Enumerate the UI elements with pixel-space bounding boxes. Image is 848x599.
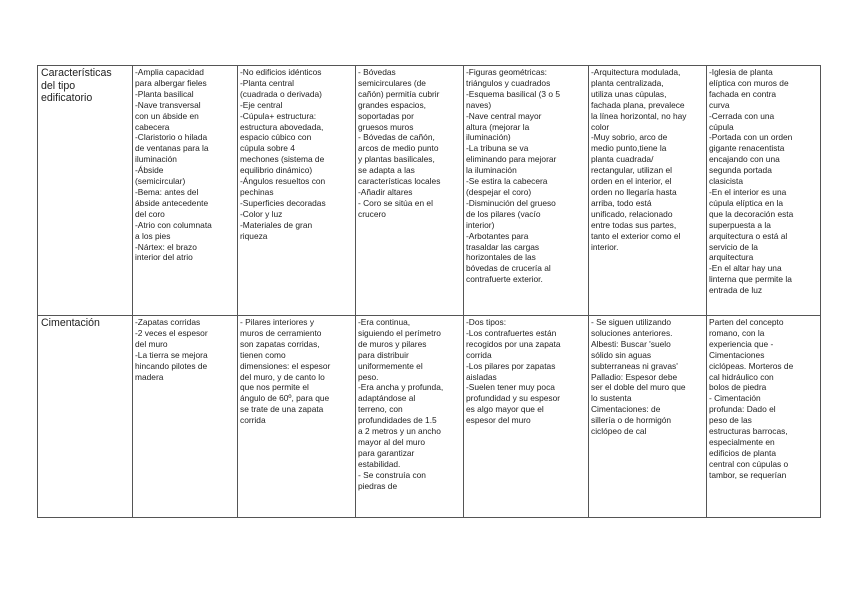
cell-text-line: -Superficies decoradas [240, 197, 326, 208]
cell-text-line: (semicircular) [135, 176, 186, 187]
cell-text-line: curva [709, 99, 730, 110]
row-header-line: edificatorio [41, 92, 93, 104]
cell-text-line: crucero [358, 208, 386, 219]
cell-text-line: cúpula elíptica en la [709, 197, 784, 208]
cell-text-line: equilibrio dinámico) [240, 165, 313, 176]
cell-text-line: peso de las [709, 415, 752, 426]
cell-text-line: -Nártex: el brazo [135, 241, 197, 252]
cell-text-line: profundidades de 1.5 [358, 415, 437, 426]
cell-text-line: -Planta central [240, 77, 294, 88]
cell-text-line: aisladas [466, 371, 497, 382]
cell-text-line: interior del atrio [135, 252, 193, 263]
cell-text-line: bolos de piedra [709, 382, 767, 393]
cell-text-line: a 2 metros y un ancho [358, 426, 441, 437]
cell-text-line: entre todas sus partes, [591, 219, 677, 230]
cell-text-line: son zapatas corridas, [240, 338, 320, 349]
cell-text-line: ángulo de 60º, para que [240, 393, 330, 404]
cell-text-line: -2 veces el espesor [135, 327, 208, 338]
cell-text-line: - Se siguen utilizando [591, 317, 672, 327]
cell-text-line: tienen como [240, 349, 286, 360]
cell-text-line: estabilidad. [358, 458, 401, 469]
cell-text-line: fachada plana, prevalece [591, 99, 685, 110]
cell-text-line: del coro [135, 208, 165, 219]
cell-text-line: -Añadir altares [358, 186, 413, 197]
cell-text-line: que la decoración esta [709, 208, 794, 219]
cell-text-line: espesor del muro [466, 415, 531, 426]
cell-text-line: -Iglesia de planta [709, 67, 773, 77]
cell-text-line: lo sustenta [591, 393, 632, 404]
cell-text-line: -Bema: antes del [135, 186, 199, 197]
cell-text-line: altura (mejorar la [466, 121, 530, 132]
table-cell [464, 316, 589, 518]
table-cell [589, 66, 707, 316]
cell-text-line: uniformemente el [358, 360, 423, 371]
cell-text-line: gruesos muros [358, 121, 414, 132]
cell-text-line: Cimentaciones [709, 349, 765, 360]
row-header [38, 316, 133, 518]
cell-text-line: -No edificios idénticos [240, 67, 322, 77]
cell-text-line: corrida [466, 349, 492, 360]
cell-text-line: -Cúpula+ estructura: [240, 110, 317, 121]
cell-text-line: arriba, todo está [591, 197, 652, 208]
cell-text-line: -Claristorio o hilada [135, 132, 208, 143]
cell-text-line: cabecera [135, 121, 170, 132]
cell-text-line: muros de cerramiento [240, 327, 322, 338]
cell-text-line: servicio de la [709, 241, 758, 252]
cell-text-line: -Ángulos resueltos con [240, 176, 326, 187]
cell-text-line: orden en el interior, el [591, 176, 672, 187]
cell-text-line: que nos permite el [240, 382, 309, 393]
cell-text-line: - Se construía con [358, 469, 426, 480]
cell-text-line: -Nave transversal [135, 99, 201, 110]
cell-text-line: soluciones anteriores. [591, 327, 673, 338]
cell-text-line: grandes espacios, [358, 99, 426, 110]
table-cell [589, 316, 707, 518]
cell-text-line: triángulos y cuadrados [466, 77, 551, 88]
cell-text-line: espacio cúbico con [240, 132, 312, 143]
table-cell [464, 66, 589, 316]
cell-text-line: especialmente en [709, 436, 775, 447]
cell-text-line: arcos de medio punto [358, 143, 439, 154]
cell-text-line: rectangular, utilizan el [591, 165, 673, 176]
row-header [38, 66, 133, 316]
cell-text-line: cúpula sobre 4 [240, 143, 295, 154]
cell-text-line: se trate de una zapata [240, 404, 324, 415]
table-cell [238, 66, 356, 316]
cell-text-line: -Planta basilical [135, 88, 194, 99]
row-header-line: Características [41, 67, 112, 79]
cell-text-line: entrada de luz [709, 285, 763, 296]
cell-text-line: para albergar fieles [135, 77, 207, 88]
cell-text-line: -Los contrafuertes están [466, 327, 557, 338]
cell-text-line: -La tribuna se va [466, 143, 529, 154]
cell-text-line: -La tierra se mejora [135, 349, 208, 360]
cell-text-line: -Esquema basilical (3 o 5 [466, 88, 561, 99]
table-cell [707, 316, 821, 518]
table-cell [356, 316, 464, 518]
table-cell [238, 316, 356, 518]
cell-text-line: ciclópeas. Morteros de [709, 360, 794, 371]
cell-text-line: -Arbotantes para [466, 230, 529, 241]
cell-text-line: para distribuir [358, 349, 409, 360]
cell-text-line: iluminación) [466, 132, 511, 143]
cell-text-line: profunda: Dado el [709, 404, 776, 415]
cell-text-line: - Coro se sitúa en el [358, 197, 433, 208]
cell-text-line: central con cúpulas o [709, 458, 789, 469]
cell-text-line: - Bóvedas de cañón, [358, 132, 435, 143]
cell-text-line: edificios de planta [709, 447, 777, 458]
cell-text-line: trasaldar las cargas [466, 241, 540, 252]
cell-text-line: gigante renacentista [709, 143, 785, 154]
cell-text-line: -Zapatas corridas [135, 317, 201, 327]
cell-text-line: (cuadrada o derivada) [240, 88, 322, 99]
row-header-line: Cimentación [41, 317, 100, 329]
cell-text-line: cal hidráulico con [709, 371, 774, 382]
table-cell [707, 66, 821, 316]
cell-text-line: piedras de [358, 480, 398, 491]
cell-text-line: experiencia que - [709, 338, 774, 349]
cell-text-line: -Eje central [240, 99, 283, 110]
cell-text-line: pechinas [240, 186, 274, 197]
cell-text-line: -Arquitectura modulada, [591, 67, 681, 77]
cell-text-line: planta centralizada, [591, 77, 664, 88]
cell-text-line: arquitectura [709, 252, 754, 263]
cell-text-line: la iluminación [466, 165, 517, 176]
cell-text-line: -En el altar hay una [709, 263, 782, 274]
cell-text-line: contrafuerte exterior. [466, 274, 543, 285]
cell-text-line: -Suelen tener muy poca [466, 382, 555, 393]
cell-text-line: de los pilares (vacío [466, 208, 541, 219]
cell-text-line: peso. [358, 371, 379, 382]
cell-text-line: romano, con la [709, 327, 765, 338]
cell-text-line: superpuesta a la [709, 219, 771, 230]
cell-text-line: -Era ancha y profunda, [358, 382, 444, 393]
table-cell [356, 66, 464, 316]
cell-text-line: Cimentaciones: de [591, 404, 661, 415]
cell-text-line: planta cuadrada/ [591, 154, 654, 165]
cell-text-line: -Era continua, [358, 317, 411, 327]
cell-text-line: profundidad y su espesor [466, 393, 561, 404]
cell-text-line: semicirculares (de [358, 77, 426, 88]
cell-text-line: con un ábside en [135, 110, 199, 121]
cell-text-line: encajando con una [709, 154, 780, 165]
comparison-table [37, 65, 821, 518]
cell-text-line: estructura abovedada, [240, 121, 324, 132]
cell-text-line: ser el doble del muro que [591, 382, 686, 393]
cell-text-line: características locales [358, 176, 441, 187]
cell-text-line: -Portada con un orden [709, 132, 793, 143]
cell-text-line: -Se estira la cabecera [466, 176, 548, 187]
cell-text-line: naves) [466, 99, 492, 110]
cell-text-line: elíptica con muros de [709, 77, 789, 88]
cell-text-line: subterraneas ni gravas' [591, 360, 678, 371]
cell-text-line: de ventanas para la [135, 143, 209, 154]
cell-text-line: Palladio: Espesor debe [591, 371, 678, 382]
row-header-line: del tipo [41, 79, 76, 92]
cell-text-line: tambor, se requerían [709, 469, 787, 480]
cell-text-line: segunda portada [709, 165, 772, 176]
cell-text-line: clasicista [709, 176, 743, 187]
cell-text-line: ciclópeo de cal [591, 426, 647, 437]
cell-text-line: horizontales de las [466, 252, 536, 263]
cell-text-line: adaptándose al [358, 393, 416, 404]
cell-text-line: Albesti: Buscar 'suelo [591, 338, 671, 349]
cell-text-line: medio punto,tiene la [591, 143, 667, 154]
cell-text-line: del muro, y de canto lo [240, 371, 325, 382]
cell-text-line: y plantas basilicales, [358, 154, 435, 165]
table-cell [133, 316, 238, 518]
cell-text-line: - Cimentación [709, 393, 761, 404]
cell-text-line: - Pilares interiores y [240, 317, 315, 327]
cell-text-line: -Atrio con columnata [135, 219, 212, 230]
cell-text-line: color [591, 121, 610, 132]
cell-text-line: mayor al del muro [358, 436, 426, 447]
cell-text-line: se adapta a las [358, 165, 415, 176]
cell-text-line: fachada en contra [709, 88, 777, 99]
cell-text-line: cañón) permitía cubrir [358, 88, 440, 99]
cell-text-line: ábside antecedente [135, 197, 209, 208]
cell-text-line: -Nave central mayor [466, 110, 542, 121]
cell-text-line: linterna que permite la [709, 274, 792, 285]
cell-text-line: -Figuras geométricas: [466, 67, 547, 77]
cell-text-line: interior. [591, 241, 619, 252]
cell-text-line: utiliza unas cúpulas, [591, 88, 667, 99]
cell-text-line: -Color y luz [240, 208, 283, 219]
cell-text-line: terreno, con [358, 404, 403, 415]
cell-text-line: arquitectura o está al [709, 230, 788, 241]
table-cell [133, 66, 238, 316]
cell-text-line: -Dos tipos: [466, 317, 507, 327]
cell-text-line: -Ábside [135, 165, 164, 176]
cell-text-line: -Muy sobrio, arco de [591, 132, 668, 143]
cell-text-line: es algo mayor que el [466, 404, 544, 415]
cell-text-line: a los pies [135, 230, 171, 241]
cell-text-line: -Amplia capacidad [135, 67, 204, 77]
cell-text-line: (despejar el coro) [466, 186, 532, 197]
cell-text-line: sólido sin aguas [591, 349, 652, 360]
cell-text-line: cúpula [709, 121, 734, 132]
cell-text-line: de muros y pilares [358, 338, 427, 349]
cell-text-line: corrida [240, 415, 266, 426]
cell-text-line: -Cerrada con una [709, 110, 775, 121]
cell-text-line: estructuras barrocas, [709, 426, 788, 437]
cell-text-line: tanto el exterior como el [591, 230, 681, 241]
cell-text-line: - Bóvedas [358, 67, 396, 77]
cell-text-line: -Disminución del grueso [466, 197, 556, 208]
cell-text-line: bóvedas de crucería al [466, 263, 551, 274]
cell-text-line: -En el interior es una [709, 186, 787, 197]
cell-text-line: del muro [135, 338, 168, 349]
cell-text-line: madera [135, 371, 164, 382]
cell-text-line: mechones (sistema de [240, 154, 325, 165]
cell-text-line: interior) [466, 219, 495, 230]
cell-text-line: soportadas por [358, 110, 414, 121]
table-row [38, 66, 821, 316]
cell-text-line: siguiendo el perímetro [358, 327, 441, 338]
cell-text-line: -Los pilares por zapatas [466, 360, 556, 371]
cell-text-line: orden no llegaría hasta [591, 186, 677, 197]
cell-text-line: recogidos por una zapata [466, 338, 561, 349]
cell-text-line: para garantizar [358, 447, 415, 458]
cell-text-line: hincando pilotes de [135, 360, 208, 371]
cell-text-line: eliminando para mejorar [466, 154, 557, 165]
cell-text-line: -Materiales de gran [240, 219, 313, 230]
table-row [38, 316, 821, 518]
cell-text-line: Parten del concepto [709, 317, 784, 327]
cell-text-line: unificado, relacionado [591, 208, 673, 219]
cell-text-line: iluminación [135, 154, 177, 165]
cell-text-line: sillería o de hormigón [591, 415, 672, 426]
cell-text-line: la línea horizontal, no hay [591, 110, 687, 121]
cell-text-line: dimensiones: el espesor [240, 360, 331, 371]
cell-text-line: riqueza [240, 230, 268, 241]
